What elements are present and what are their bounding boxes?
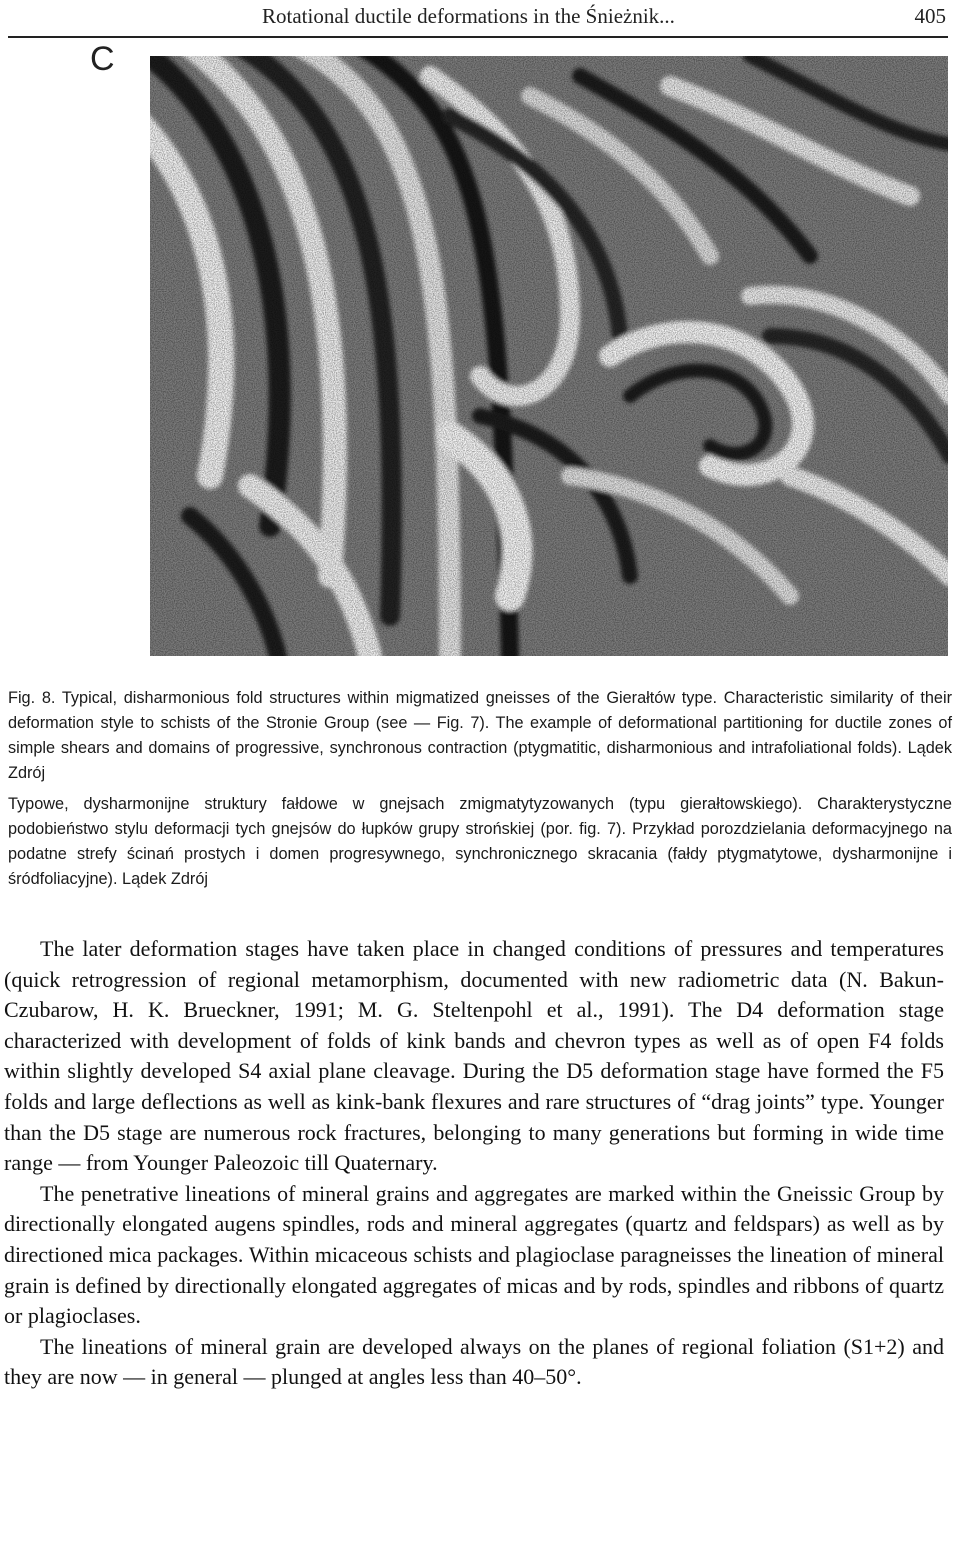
body-paragraph-2: The penetrative lineations of mineral grains and aggregates are marked within the Gneissic Group by directionally elongated augens spindles, rods and mineral aggregates (quartz and feldspars) as well as by directioned mica packages. Within micaceous schists and plagioclase paragneisses the lineation of mineral grain is defined by directionally elongated aggregates of micas and by rods, spindles and ribbons of quartz or plagioclases. bbox=[4, 1180, 944, 1329]
figure-caption bbox=[8, 686, 952, 892]
figure-photograph bbox=[150, 56, 948, 656]
header-rule bbox=[8, 36, 948, 38]
main-body-text bbox=[4, 934, 944, 1393]
running-title: Rotational ductile deformations in the Śnieżnik... bbox=[262, 4, 675, 28]
page-number: 405 bbox=[914, 4, 946, 28]
figure-panel-label: C bbox=[90, 40, 115, 78]
caption-english: Fig. 8. Typical, disharmonious fold structures within migmatized gneisses of the Gierałtów type. Characteristic similarity of their deformation style to schists of the Stronie Group (see — Fig. 7). The example of deformational partitioning for ductile zones of simple shears and domains of progressive, synchronous contraction (ptygmatitic, disharmonious and intrafoliational folds). Lądek Zdrój bbox=[8, 689, 952, 782]
page-header bbox=[0, 0, 960, 40]
fold-structure-photo bbox=[150, 56, 948, 656]
caption-polish: Typowe, dysharmonijne struktury fałdowe w gnejsach zmigmatytyzowanych (typu gierałtowskiego). Charakterystyczne podobieństwo stylu deformacji tych gnejsów do łupków grupy strońskiej (por. fig. 7). Przykład porozdzielania deformacyjnego na podatne strefy ścinań prostych i domen progresywnego, synchronicznego skracania (fałdy ptygmatytowe, dysharmonijne i śródfoliacyjne). Lądek Zdrój bbox=[8, 795, 952, 888]
body-paragraph-1: The later deformation stages have taken place in changed conditions of pressures and temperatures (quick retrogression of regional metamorphism, documented with new radiometric data (N. Bakun-Czubarow, H. K. Brueckner, 1991; M. G. Steltenpohl et al., 1991). The D4 deformation stage characterized with development of folds of kink bands and chevron types as well as of open F4 folds within slightly developed S4 axial plane cleavage. During the D5 deformation stage have formed the F5 folds and large deflections as well as kink-bank flexures and rare structures of “drag joints” type. Younger than the D5 stage are numerous rock fractures, belonging to many generations but forming in wide time range — from Younger Paleozoic till Quaternary. bbox=[4, 936, 944, 1176]
body-paragraph-3: The lineations of mineral grain are developed always on the planes of regional foliation (S1+2) and they are now — in general — plunged at angles less than 40–50°. bbox=[4, 1333, 944, 1390]
